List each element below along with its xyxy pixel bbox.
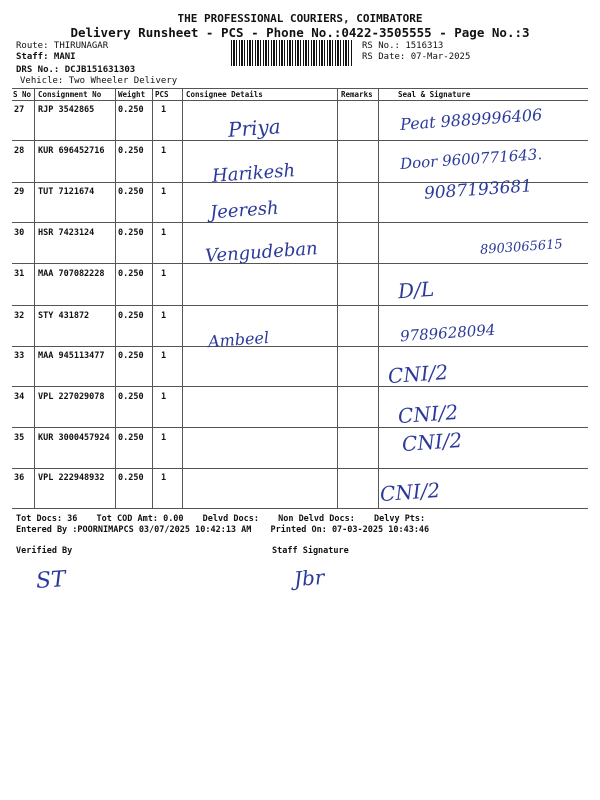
delivery-points: Delvy Pts: — [373, 514, 426, 524]
cell-consignment: STY 431872 — [38, 311, 90, 321]
cell-pcs: 1 — [161, 228, 167, 238]
seal-signature: CNI/2 — [401, 427, 463, 457]
consignee-signature: Jeeresh — [209, 197, 280, 224]
cell-pcs: 1 — [161, 392, 167, 402]
cell-consignment: TUT 7121674 — [38, 187, 95, 197]
tot-docs: Tot Docs: 36 — [16, 514, 78, 524]
drs-number: DRS No.: DCJB151631303 — [16, 65, 136, 75]
cell-pcs: 1 — [161, 433, 167, 443]
seal-signature: CNI/2 — [397, 399, 459, 429]
cell-weight: 0.250 — [118, 187, 144, 197]
cell-consignment: HSR 7423124 — [38, 228, 95, 238]
table-top-rule — [12, 88, 588, 89]
cell-consignment: MAA 707082228 — [38, 269, 105, 279]
col-divider — [115, 88, 116, 508]
cell-sno: 30 — [14, 228, 25, 238]
row-divider — [12, 468, 588, 469]
cell-weight: 0.250 — [118, 146, 144, 156]
col-header-consignment: Consignment No — [38, 90, 102, 99]
rs-date: RS Date: 07-Mar-2025 — [362, 52, 471, 62]
staff-label: Staff: MANI — [16, 52, 76, 62]
cell-consignment: KUR 3000457924 — [38, 433, 110, 443]
col-header-seal: Seal & Signature — [398, 90, 471, 99]
consignee-signature: Harikesh — [211, 160, 296, 187]
cell-pcs: 1 — [161, 187, 167, 197]
seal-signature: Door 9600771643. — [399, 145, 543, 173]
staff-signature-label: Staff Signature — [272, 546, 349, 556]
col-divider — [378, 88, 379, 508]
col-header-remarks: Remarks — [341, 90, 373, 99]
cell-consignment: VPL 222948932 — [38, 473, 105, 483]
cell-sno: 33 — [14, 351, 25, 361]
cell-sno: 28 — [14, 146, 25, 156]
table-bottom-rule — [12, 508, 588, 509]
consignee-signature: Ambeel — [207, 327, 270, 352]
cell-weight: 0.250 — [118, 269, 144, 279]
seal-signature: CNI/2 — [387, 359, 449, 389]
cell-sno: 31 — [14, 269, 25, 279]
row-divider — [12, 263, 588, 264]
company-title: THE PROFESSIONAL COURIERS, COIMBATORE — [177, 12, 423, 25]
cell-consignment: RJP 3542865 — [38, 105, 95, 115]
seal-signature: 9087193681 — [423, 176, 533, 204]
non-delivered-docs: Non Delvd Docs: — [278, 514, 355, 524]
tot-cod-amount: Tot COD Amt: 0.00 — [96, 514, 184, 524]
seal-signature: CNI/2 — [379, 477, 441, 507]
cell-consignment: KUR 696452716 — [38, 146, 105, 156]
cell-sno: 34 — [14, 392, 25, 402]
cell-pcs: 1 — [161, 146, 167, 156]
seal-signature: 8903065615 — [479, 237, 564, 258]
cell-pcs: 1 — [161, 473, 167, 483]
cell-weight: 0.250 — [118, 473, 144, 483]
row-divider — [12, 386, 588, 387]
seal-signature: 9789628094 — [399, 320, 496, 346]
entered-by: Entered By :POORNIMAPCS 03/07/2025 10:42:13 AM — [16, 525, 252, 535]
col-header-pcs: PCS — [155, 90, 169, 99]
cell-pcs: 1 — [161, 351, 167, 361]
seal-signature: Peat 9889996406 — [399, 105, 543, 134]
row-divider — [12, 222, 588, 223]
col-divider — [34, 88, 35, 508]
col-divider — [337, 88, 338, 508]
verifier-signature: ST — [35, 566, 67, 595]
seal-signature: D/L — [397, 276, 435, 304]
cell-weight: 0.250 — [118, 311, 144, 321]
cell-sno: 32 — [14, 311, 25, 321]
route-label: Route: THIRUNAGAR — [16, 41, 109, 51]
row-divider — [12, 427, 588, 428]
table-header-rule — [12, 100, 588, 101]
cell-weight: 0.250 — [118, 105, 144, 115]
vehicle-label: Vehicle: Two Wheeler Delivery — [20, 76, 178, 86]
cell-weight: 0.250 — [118, 392, 144, 402]
consignee-signature: Vengudeban — [204, 238, 319, 267]
row-divider — [12, 305, 588, 306]
cell-weight: 0.250 — [118, 351, 144, 361]
cell-sno: 36 — [14, 473, 25, 483]
col-divider — [152, 88, 153, 508]
cell-sno: 35 — [14, 433, 25, 443]
cell-sno: 29 — [14, 187, 25, 197]
cell-consignment: MAA 945113477 — [38, 351, 105, 361]
col-header-consignee: Consignee Details — [186, 90, 263, 99]
cell-pcs: 1 — [161, 269, 167, 279]
delivered-docs: Delvd Docs: — [202, 514, 259, 524]
row-divider — [12, 346, 588, 347]
cell-weight: 0.250 — [118, 433, 144, 443]
staff-signature: Jbr — [293, 564, 326, 592]
col-header-weight: Weight — [118, 90, 146, 99]
row-divider — [12, 140, 588, 141]
cell-consignment: VPL 227029078 — [38, 392, 105, 402]
printed-on: Printed On: 07-03-2025 10:43:46 — [270, 525, 430, 535]
cell-weight: 0.250 — [118, 228, 144, 238]
cell-pcs: 1 — [161, 105, 167, 115]
rs-number: RS No.: 1516313 — [362, 41, 444, 51]
col-divider — [182, 88, 183, 508]
col-header-sno: S No — [13, 90, 32, 99]
verified-by-label: Verified By — [16, 546, 73, 556]
consignee-signature: Priya — [227, 114, 282, 142]
cell-sno: 27 — [14, 105, 25, 115]
runsheet-subtitle: Delivery Runsheet - PCS - Phone No.:0422-3505555 - Page No.:3 — [70, 25, 530, 40]
totals-line — [16, 514, 439, 524]
cell-pcs: 1 — [161, 311, 167, 321]
entry-line — [16, 525, 443, 535]
barcode-image — [231, 40, 353, 66]
